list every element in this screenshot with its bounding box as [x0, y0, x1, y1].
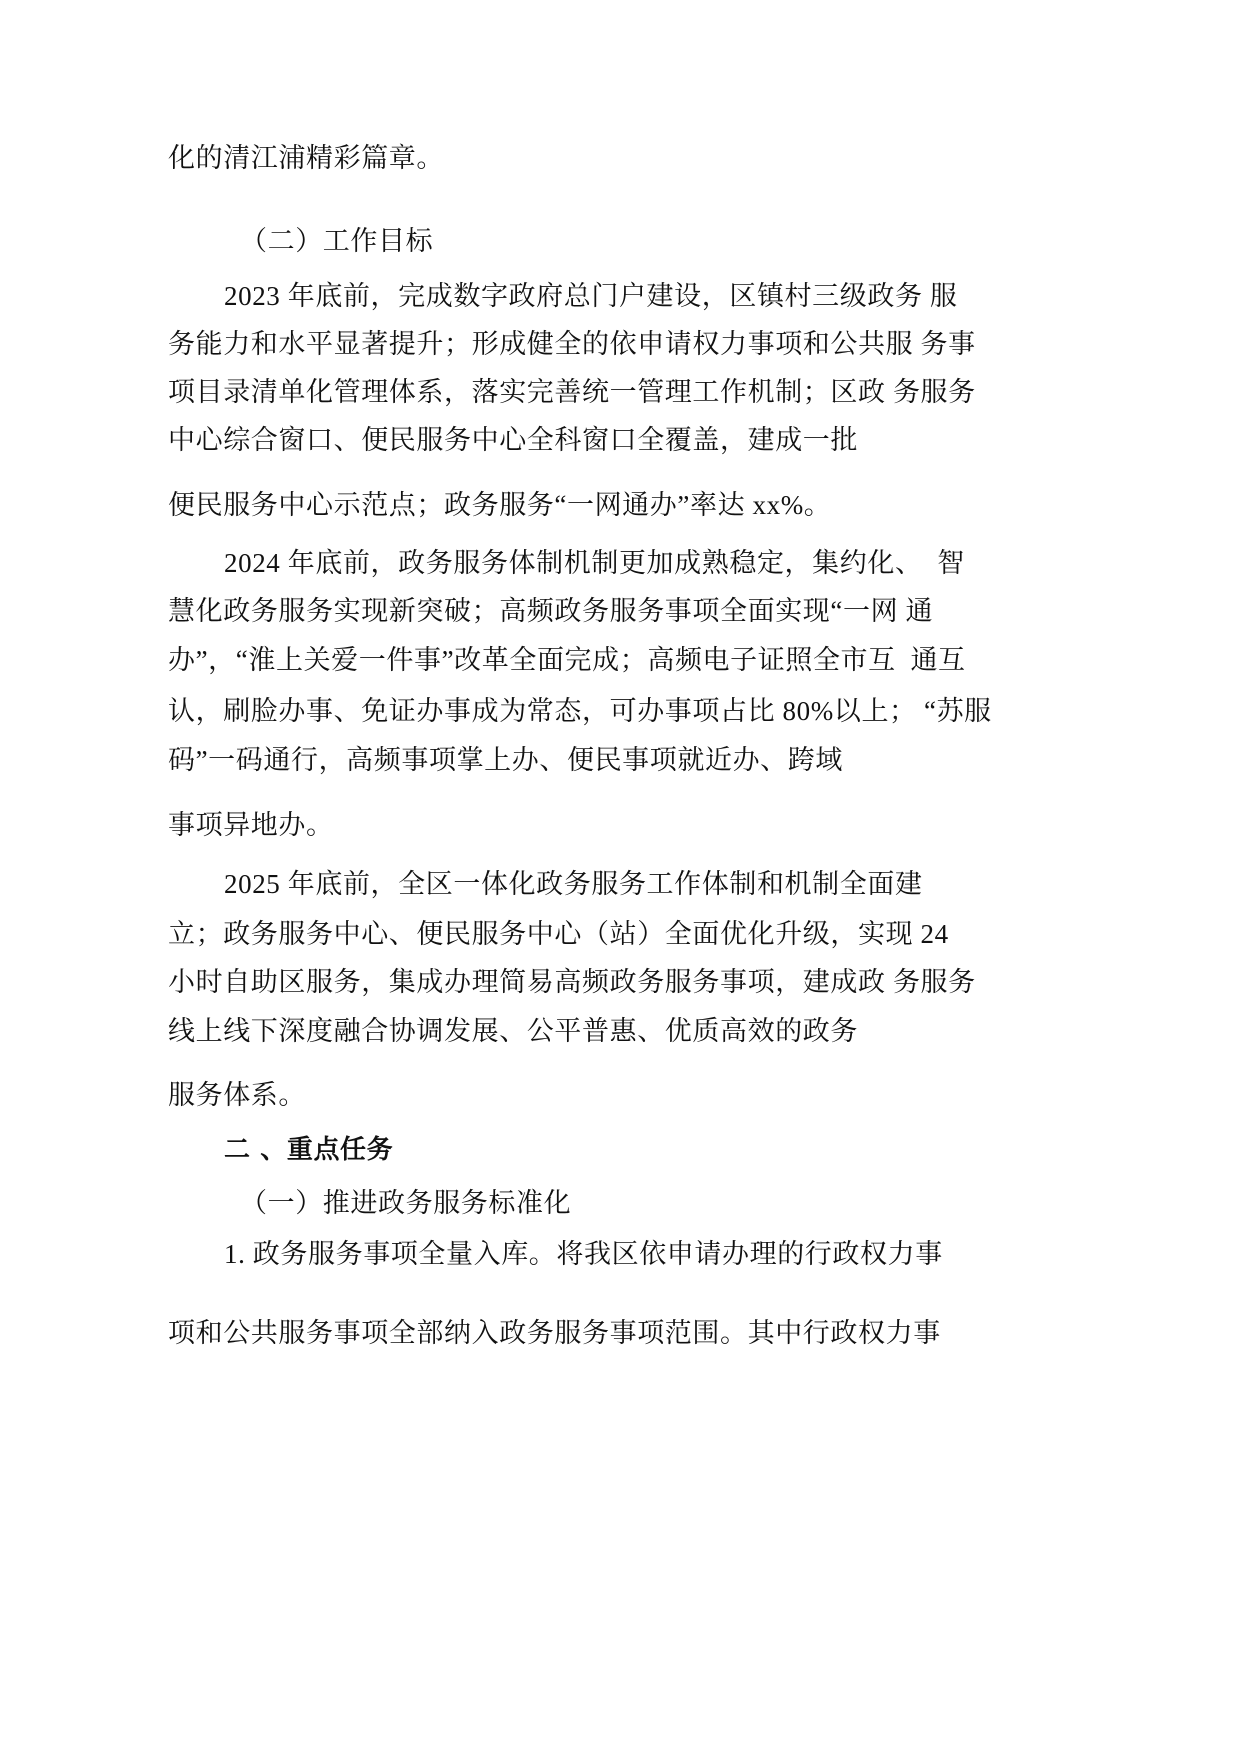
paragraph-line: 立；政务服务中心、便民服务中心（站）全面优化升级，实现 24	[168, 919, 949, 949]
paragraph-line: 2025 年底前，全区一体化政务服务工作体制和机制全面建	[224, 869, 923, 899]
paragraph-line: 码”一码通行，高频事项掌上办、便民事项就近办、跨域	[168, 745, 843, 775]
paragraph-line: 办”，“淮上关爱一件事”改革全面完成；高频电子证照全市互 通互	[168, 645, 966, 675]
paragraph-line: 认，刷脸办事、免证办事成为常态，可办事项占比 80%以上； “苏服	[168, 696, 992, 726]
paragraph-line: 务能力和水平显著提升；形成健全的依申请权力事项和公共服 务事	[168, 329, 976, 359]
chapter-heading: 二 、重点任务	[224, 1135, 394, 1165]
paragraph-line: 项和公共服务事项全部纳入政务服务事项范围。其中行政权力事	[168, 1318, 941, 1348]
section-heading: （二）工作目标	[240, 226, 434, 256]
paragraph-line: 2023 年底前，完成数字政府总门户建设，区镇村三级政务 服	[224, 281, 958, 311]
paragraph-line: 便民服务中心示范点；政务服务“一网通办”率达 xx%。	[168, 490, 832, 520]
paragraph-line: 中心综合窗口、便民服务中心全科窗口全覆盖，建成一批	[168, 425, 858, 455]
paragraph-line: 小时自助区服务，集成办理简易高频政务服务事项，建成政 务服务	[168, 967, 976, 997]
paragraph-line: 1. 政务服务事项全量入库。将我区依申请办理的行政权力事	[224, 1239, 943, 1269]
paragraph-line: 事项异地办。	[168, 810, 334, 840]
paragraph-line: 2024 年底前，政务服务体制机制更加成熟稳定，集约化、 智	[224, 548, 965, 578]
paragraph-line: 服务体系。	[168, 1080, 306, 1110]
paragraph-line: 慧化政务服务实现新突破；高频政务服务事项全面实现“一网 通	[168, 596, 934, 626]
paragraph-line: 线上线下深度融合协调发展、公平普惠、优质高效的政务	[168, 1016, 858, 1046]
paragraph-line: 化的清江浦精彩篇章。	[168, 143, 444, 173]
paragraph-line: 项目录清单化管理体系，落实完善统一管理工作机制；区政 务服务	[168, 377, 976, 407]
section-heading: （一）推进政务服务标准化	[240, 1188, 572, 1218]
